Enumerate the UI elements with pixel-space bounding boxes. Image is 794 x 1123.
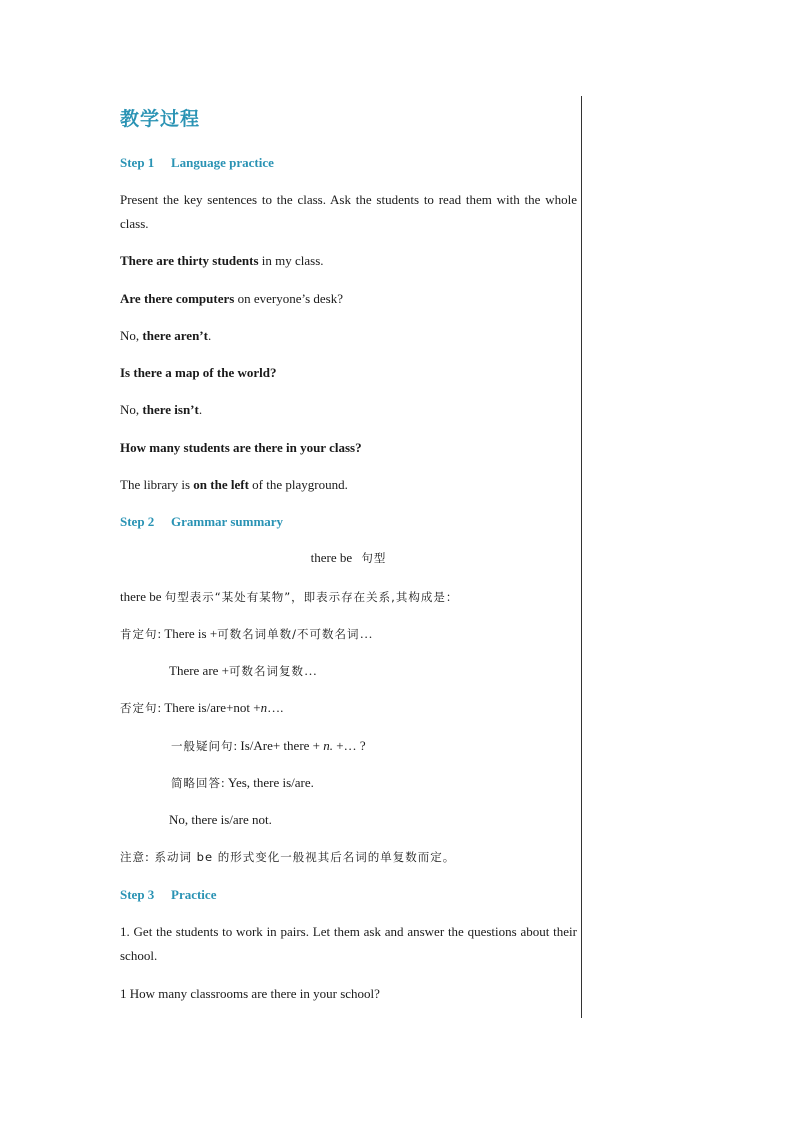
affirmative-2c: … [304, 663, 318, 678]
page-title: 教学过程 [120, 108, 201, 130]
grammar-heading-cn: 句型 [361, 551, 387, 565]
sentence-7-pre: The library is [120, 477, 194, 492]
sentence-2-bold: Are there computers [120, 291, 235, 306]
affirmative-line-1 [120, 625, 373, 643]
step1-number: Step 1 [120, 155, 155, 170]
affirmative-2b: 可数名词复数 [229, 664, 305, 678]
question-label: 一般疑问句 [171, 739, 234, 753]
sentence-1-bold: There are thirty students [120, 253, 259, 268]
step1-name: Language practice [171, 155, 274, 170]
grammar-heading [120, 550, 577, 566]
intro-paragraph: Present the key sentences to the class. Ask the students to read them with the whole class. [120, 192, 577, 231]
negative-label: 否定句 [120, 701, 158, 715]
grammar-definition [120, 588, 458, 606]
short-answer-label: 简略回答 [171, 776, 221, 790]
sentence-3-bold: there aren’t [142, 328, 208, 343]
practice-item-1: 1. Get the students to work in pairs. Let them ask and answer the questions about their school. [120, 924, 577, 963]
sentence-2-rest: on everyone’s desk? [234, 291, 343, 306]
sentence-4: Is there a map of the world? [120, 365, 277, 380]
practice-question-1: 1 How many classrooms are there in your school? [120, 986, 380, 1001]
negative-n: n [260, 700, 268, 715]
sentence-5-bold: there isn’t [142, 402, 199, 417]
sentence-5-pre: No, [120, 402, 143, 417]
affirmative-label: 肯定句 [120, 627, 158, 641]
affirmative-2a: There are + [169, 663, 230, 678]
question-c: +… ? [333, 738, 366, 753]
step1-heading [120, 154, 274, 172]
sentence-7-bold: on the left [193, 477, 249, 492]
sentence-6: How many students are there in your class? [120, 440, 362, 455]
step3-number: Step 3 [120, 887, 155, 902]
sentence-2 [120, 290, 343, 308]
grammar-heading-en: there be [310, 550, 353, 565]
sentence-5-rest: . [198, 402, 203, 417]
vertical-divider [581, 96, 582, 1018]
affirmative-1c: … [359, 626, 373, 641]
note-text: : 系动词 be 的形式变化一般视其后名词的单复数而定。 [145, 850, 456, 864]
definition-en: there be [120, 589, 165, 604]
sentence-3-pre: No, [120, 328, 143, 343]
sentence-3-rest: . [207, 328, 212, 343]
short-answer-yes: : Yes, there is/are. [221, 775, 314, 790]
sentence-3 [120, 327, 211, 345]
sentence-5 [120, 401, 202, 419]
affirmative-1a: : There is + [157, 626, 218, 641]
definition-cn: 句型表示“某处有某物”，即表示存在关系,其构成是： [164, 590, 459, 604]
question-line [171, 737, 366, 755]
affirmative-1b: 可数名词单数/不可数名词 [217, 627, 360, 641]
negative-line [120, 699, 283, 717]
step2-heading [120, 513, 283, 531]
note-label: 注意 [120, 850, 145, 864]
negative-c: …. [267, 700, 284, 715]
step3-heading [120, 886, 216, 904]
short-answer-no: No, there is/are not. [169, 812, 272, 827]
question-n: n. [323, 738, 333, 753]
sentence-1 [120, 252, 324, 270]
short-answer-line [171, 774, 314, 792]
sentence-7 [120, 476, 348, 494]
step2-name: Grammar summary [171, 514, 284, 529]
step2-number: Step 2 [120, 514, 155, 529]
question-a: : Is/Are+ there + [233, 738, 324, 753]
note-line [120, 848, 455, 866]
affirmative-line-2 [169, 662, 317, 680]
sentence-7-rest: of the playground. [248, 477, 348, 492]
step3-name: Practice [171, 887, 217, 902]
negative-a: : There is/are+not + [157, 700, 261, 715]
sentence-1-rest: in my class. [258, 253, 324, 268]
